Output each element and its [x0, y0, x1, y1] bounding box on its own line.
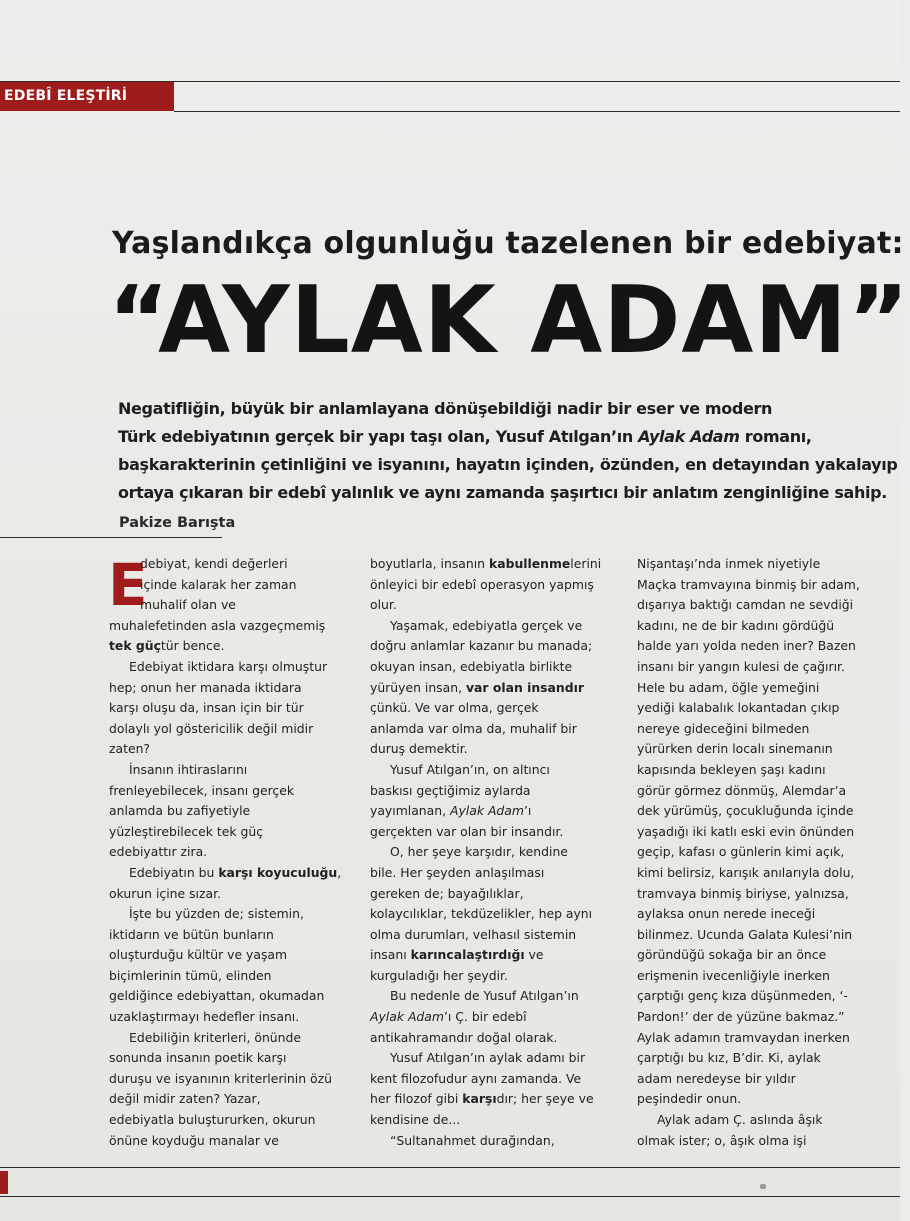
footer-rule: [0, 1196, 900, 1197]
drop-cap: E: [108, 551, 148, 619]
body-column-1: debiyat, kendi değerleri içinde kalarak her zaman muhalif olan ve muhalefetinden asla vazgeçmemiş tek güçtür bence. Edebiyat iktidara karşı olmuştur hep; onun her manada iktidara karşı oluşu da, insan için bir tür dolaylı yol göstericilik değil midir zaten? İnsanın ihtiraslarını frenleyebilecek, insanı gerçek anlamda bu zafiyetiyle yüzleştirebilecek tek güç edebiyattır zira. Edebiyatın bu karşı koyuculuğu, okurun içine sızar. İşte bu yüzden de; sistemin, iktidarın ve bütün bunların oluşturduğu kültür ve yaşam biçimlerinin tümü, elinden geldiğince edebiyattan, okumadan uzaklaştırmayı hedefler insanı. Edebiliğin kriterleri, önünde sonunda insanın poetik karşı duruşu ve isyanının kriterlerinin özü değil midir zaten? Yazar, edebiyatla buluştururken, okurun önüne koyduğu manalar ve: [109, 556, 342, 1148]
lead-paragraph: [118, 395, 898, 507]
body-column-3: Nişantaşı’nda inmek niyetiyle Maçka tramvayına binmiş bir adam, dışarıya baktığı camdan ne sevdiği kadını, ne de bir kadını gördüğü halde yarı yolda neden iner? Bazen insanı bir yangın kulesi de çağırır. Hele bu adam, öğle yemeğini yediği kalabalık lokantadan çıkıp nereye gideceğini bilmeden yürürken derin localı sinemanın kapısında bekleyen şaşı kadını görür görmez dönmüş, Alemdar’a dek yürümüş, çocukluğunda içinde yaşadığı iki katlı eski evin önünden geçip, kafası o günlerin kimi açık, kimi belirsiz, karışık anılarıyla dolu, tramvaya binmiş biriyse, yalnızsa, aylaksa onun nerede ineceği bilinmez. Ucunda Galata Kulesi’nin göründüğü sokağa bir an önce erişmenin ivecenliğiyle inerken çarptığı genç kıza düşünmeden, ‘- Pardon!’ der de yüzüne bakmaz.” Aylak adamın tramvaydan inerken çarptığı bu kız, B’dir. Ki, aylak adam neredeyse bir yıldır peşindedir onun. Aylak adam Ç. aslında âşık olmak ister; o, âşık olma işi: [637, 556, 860, 1148]
section-rule: [174, 111, 900, 112]
print-speck: [760, 1184, 766, 1189]
byline-rule: [0, 537, 222, 538]
kicker: Yaşlandıkça olgunluğu tazelenen bir edebiyat:: [112, 226, 904, 261]
lead-line: ortaya çıkaran bir edebî yalınlık ve aynı zamanda şaşırtıcı bir anlatım zenginliğine sahip.: [118, 483, 887, 502]
page-number-mark: [0, 1171, 8, 1194]
headline: “AYLAK ADAM”: [108, 266, 910, 374]
body-column-2: boyutlarla, insanın kabullenmelerini önleyici bir edebî operasyon yapmış olur. Yaşamak, edebiyatla gerçek ve doğru anlamlar kazanır bu manada; okuyan insan, edebiyatla birlikte yürüyen insan, var olan insandır çünkü. Ve var olma, gerçek anlamda var olma da, muhalif bir duruş demektir. Yusuf Atılgan’ın, on altıncı baskısı geçtiğimiz aylarda yayımlanan, Aylak Adam’ı gerçekten var olan bir insandır. O, her şeye karşıdır, kendine bile. Her şeyden anlaşılması gereken de; bayağılıklar, kolaycılıklar, tekdüzelikler, hep aynı olma durumları, velhasıl sistemin insanı karıncalaştırdığı ve kurguladığı her şeydir. Bu nedenle de Yusuf Atılgan’ın Aylak Adam’ı Ç. bir edebî antikahramandır doğal olarak. Yusuf Atılgan’ın aylak adamı bir kent filozofudur aynı zamanda. Ve her filozof gibi karşıdır; her şeye ve kendisine de... “Sultanahmet durağından,: [370, 556, 602, 1148]
lead-line: Türk edebiyatının gerçek bir yapı taşı olan, Yusuf Atılgan’ın Aylak Adam romanı,: [118, 427, 812, 446]
bottom-rule: [0, 1167, 900, 1168]
section-label: EDEBÎ ELEŞTİRİ: [0, 82, 174, 111]
author-byline: Pakize Barışta: [119, 515, 236, 531]
lead-line: başkarakterinin çetinliğini ve isyanını, hayatın içinden, özünden, en detayından yakalayıp: [118, 455, 898, 474]
lead-line: Negatifliğin, büyük bir anlamlayana dönüşebildiği nadir bir eser ve modern: [118, 399, 773, 418]
